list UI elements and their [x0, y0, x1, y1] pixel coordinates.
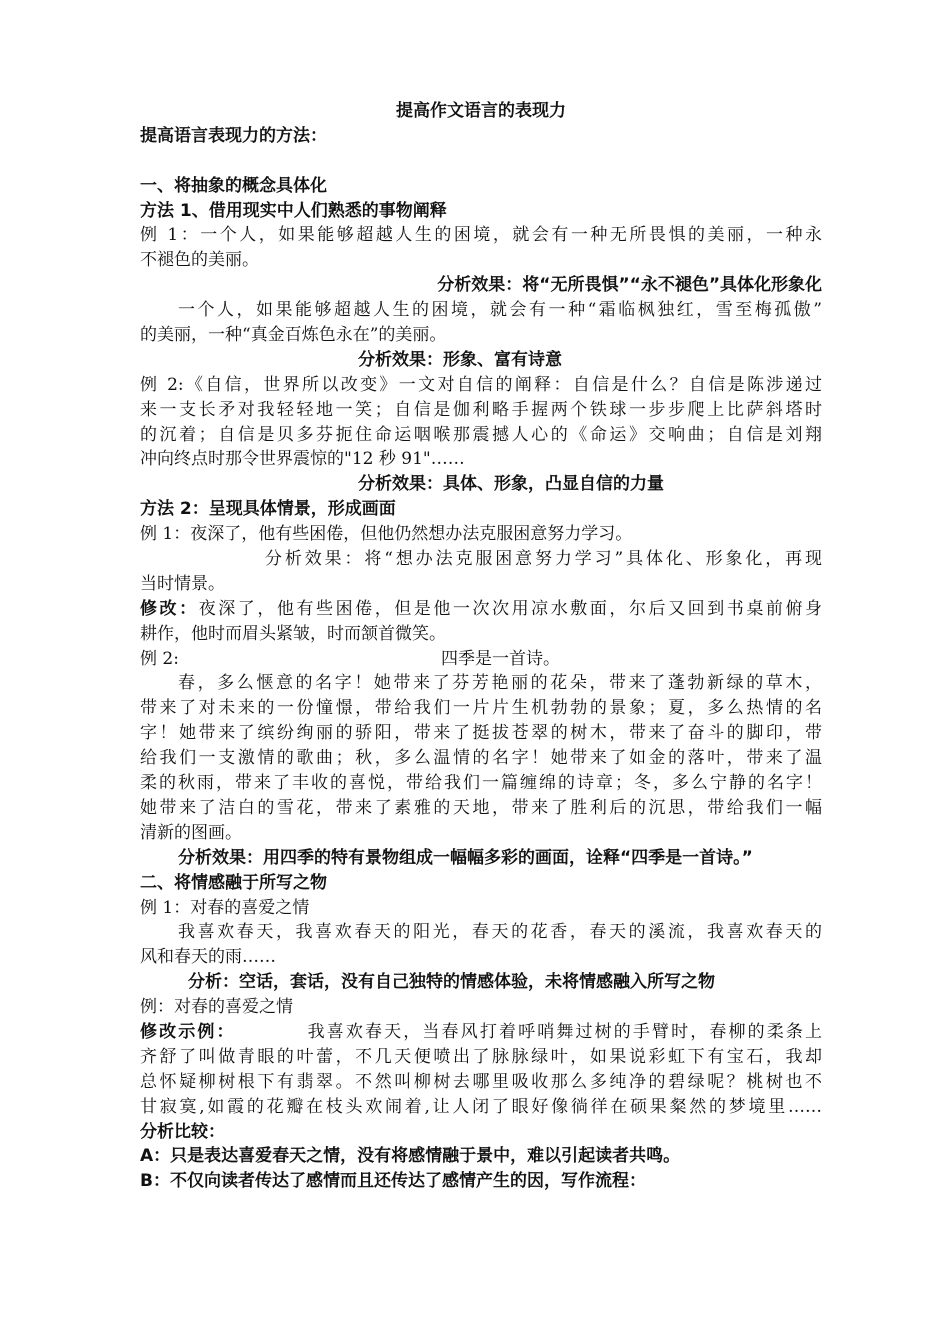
line-text: 她带来了洁白的雪花，带来了素雅的天地，带来了胜利后的沉思，带给我们一幅 — [140, 797, 822, 818]
text-line — [140, 896, 822, 921]
line-text: 总怀疑柳树根下有翡翠。不然叫柳树去哪里吸收那么多纯净的碧绿呢？桃树也不 — [140, 1071, 822, 1092]
text-line — [140, 572, 822, 597]
line-text: 分析：空话，套话，没有自己独特的情感体验，未将情感融入所写之物 — [188, 972, 715, 993]
line-text: 分析效果：将“无所畏惧”“永不褪色”具体化形象化 — [437, 275, 822, 296]
analysis-line — [140, 472, 822, 497]
line-text: 我喜欢春天，我喜欢春天的阳光，春天的花香，春天的溪流，我喜欢春天的 — [178, 922, 822, 943]
line-text: 的美丽，一种“真金百炼色永在”的美丽。 — [140, 325, 447, 346]
text-line — [140, 1020, 822, 1045]
text-line — [140, 995, 822, 1020]
text-line — [140, 671, 822, 696]
line-text: 提高语言表现力的方法： — [140, 125, 327, 146]
text-line — [140, 447, 822, 472]
line-text: 例 2:《自信，世界所以改变》一文对自信的阐释：自信是什么？自信是陈涉递过 — [140, 374, 822, 395]
line-text: 柔的秋雨，带来了丰收的喜悦，带给我们一篇缠绵的诗章；冬，多么宁静的名字！ — [140, 773, 822, 794]
line-text: 方法 2：呈现具体情景，形成画面 — [140, 499, 396, 520]
line-text: 例 1：夜深了，他有些困倦，但他仍然想办法克服困意努力学习。 — [140, 524, 633, 545]
text-line — [140, 721, 822, 746]
line-text: 给我们一支激情的歌曲；秋，多么温情的名字！她带来了如金的落叶，带来了温 — [140, 748, 822, 769]
text-line — [140, 696, 822, 721]
text-line — [140, 1045, 822, 1070]
line-text: 分析效果：形象、富有诗意 — [358, 349, 562, 370]
text-line — [140, 323, 822, 348]
line-text: 当时情景。 — [140, 573, 225, 594]
analysis-heading — [140, 1120, 822, 1145]
line-text: 一、将抽象的概念具体化 — [140, 175, 327, 196]
text-line — [140, 622, 822, 647]
text-line — [140, 821, 822, 846]
text-line — [140, 149, 822, 174]
text-line — [140, 248, 822, 273]
text-line — [140, 373, 822, 398]
text-line — [140, 1070, 822, 1095]
analysis-line — [140, 970, 822, 995]
line-text: 来一支长矛对我轻轻地一笑；自信是伽利略手握两个铁球一步步爬上比萨斜塔时 — [140, 399, 822, 420]
analysis-line — [140, 348, 822, 373]
line-text: 耕作，他时而眉头紧皱，时而颔首微笑。 — [140, 623, 446, 644]
line-label: 修改： — [140, 598, 199, 619]
text-line — [140, 1169, 822, 1194]
line-text: A：只是表达喜爱春天之情，没有将感情融于景中，难以引起读者共鸣。 — [140, 1146, 681, 1167]
analysis-line — [140, 273, 822, 298]
analysis-line — [140, 846, 822, 871]
line-text: 方法 1、借用现实中人们熟悉的事物阐释 — [140, 200, 447, 221]
section-heading — [140, 124, 822, 149]
line-text: 齐舒了叫做青眼的叶蕾，不几天便喷出了脉脉绿叶，如果说彩虹下有宝石，我却 — [140, 1046, 822, 1067]
text-line — [140, 920, 822, 945]
line-label: 修改示例： — [140, 1021, 236, 1042]
text-line — [140, 298, 822, 323]
line-text: 夜深了，他有些困倦，但是他一次次用凉水敷面，尔后又回到书桌前俯身 — [198, 598, 822, 619]
text-line — [140, 945, 822, 970]
method-heading — [140, 497, 822, 522]
line-text: 一个人，如果能够超越人生的困境，就会有一种“霜临枫独红，雪至梅孤傲” — [178, 300, 822, 321]
line-text: 带来了对未来的一份憧憬，带给我们一片片生机勃勃的景象；夏，多么热情的名 — [140, 698, 822, 719]
text-line — [140, 223, 822, 248]
document-title — [140, 99, 822, 124]
line-text: B：不仅向读者传达了感情而且还传达了感情产生的因，写作流程： — [140, 1171, 646, 1192]
line-text: 春，多么惬意的名字！她带来了芬芳艳丽的花朵，带来了蓬勃新绿的草木， — [178, 673, 822, 694]
line-text: 例 1：对春的喜爱之情 — [140, 897, 310, 918]
line-text: 甘寂寞,如霞的花瓣在枝头欢闹着,让人闭了眼好像徜徉在硕果粲然的梦境里…… — [140, 1096, 822, 1117]
text-line — [140, 597, 822, 622]
section-heading — [140, 871, 822, 896]
line-text: 分析效果：将“想办法克服困意努力学习”具体化、形象化，再现 — [265, 549, 822, 570]
line-text: 二、将情感融于所写之物 — [140, 872, 327, 893]
line-text: 风和春天的雨…… — [140, 947, 276, 968]
line-text: 分析效果：用四季的特有景物组成一幅幅多彩的画面，诠释“四季是一首诗。” — [178, 847, 753, 868]
text-line — [140, 547, 822, 572]
line-text: 我喜欢春天，当春风打着呼哨舞过树的手臂时，春柳的柔条上 — [307, 1021, 822, 1042]
line-text: 四季是一首诗。 — [440, 648, 560, 669]
text-line — [140, 771, 822, 796]
document-page — [140, 99, 822, 1194]
line-text: 不褪色的美丽。 — [140, 250, 259, 271]
section-heading — [140, 174, 822, 199]
text-line — [140, 398, 822, 423]
line-text: 例：对春的喜爱之情 — [140, 997, 293, 1018]
method-heading — [140, 199, 822, 224]
line-text: 提高作文语言的表现力 — [396, 101, 566, 121]
line-text: 冲向终点时那令世界震惊的"12 秒 91"…… — [140, 449, 465, 470]
line-text: 分析效果：具体、形象，凸显自信的力量 — [358, 474, 664, 495]
text-line — [140, 1144, 822, 1169]
line-text: 字！她带来了缤纷绚丽的骄阳，带来了挺拔苍翠的树木，带来了奋斗的脚印，带 — [140, 723, 822, 744]
line-text: 的沉着；自信是贝多芬扼住命运咽喉那震撼人心的《命运》交响曲；自信是刘翔 — [140, 424, 822, 445]
line-text: 分析比较： — [140, 1121, 225, 1142]
line-label: 例 2: — [140, 648, 179, 669]
text-line — [140, 522, 822, 547]
line-text: 例 1：一个人，如果能够超越人生的困境，就会有一种无所畏惧的美丽，一种永 — [140, 225, 822, 246]
text-line — [140, 796, 822, 821]
text-line — [140, 647, 822, 672]
text-line — [140, 423, 822, 448]
text-line — [140, 746, 822, 771]
text-line — [140, 1095, 822, 1120]
line-text: 清新的图画。 — [140, 822, 242, 843]
